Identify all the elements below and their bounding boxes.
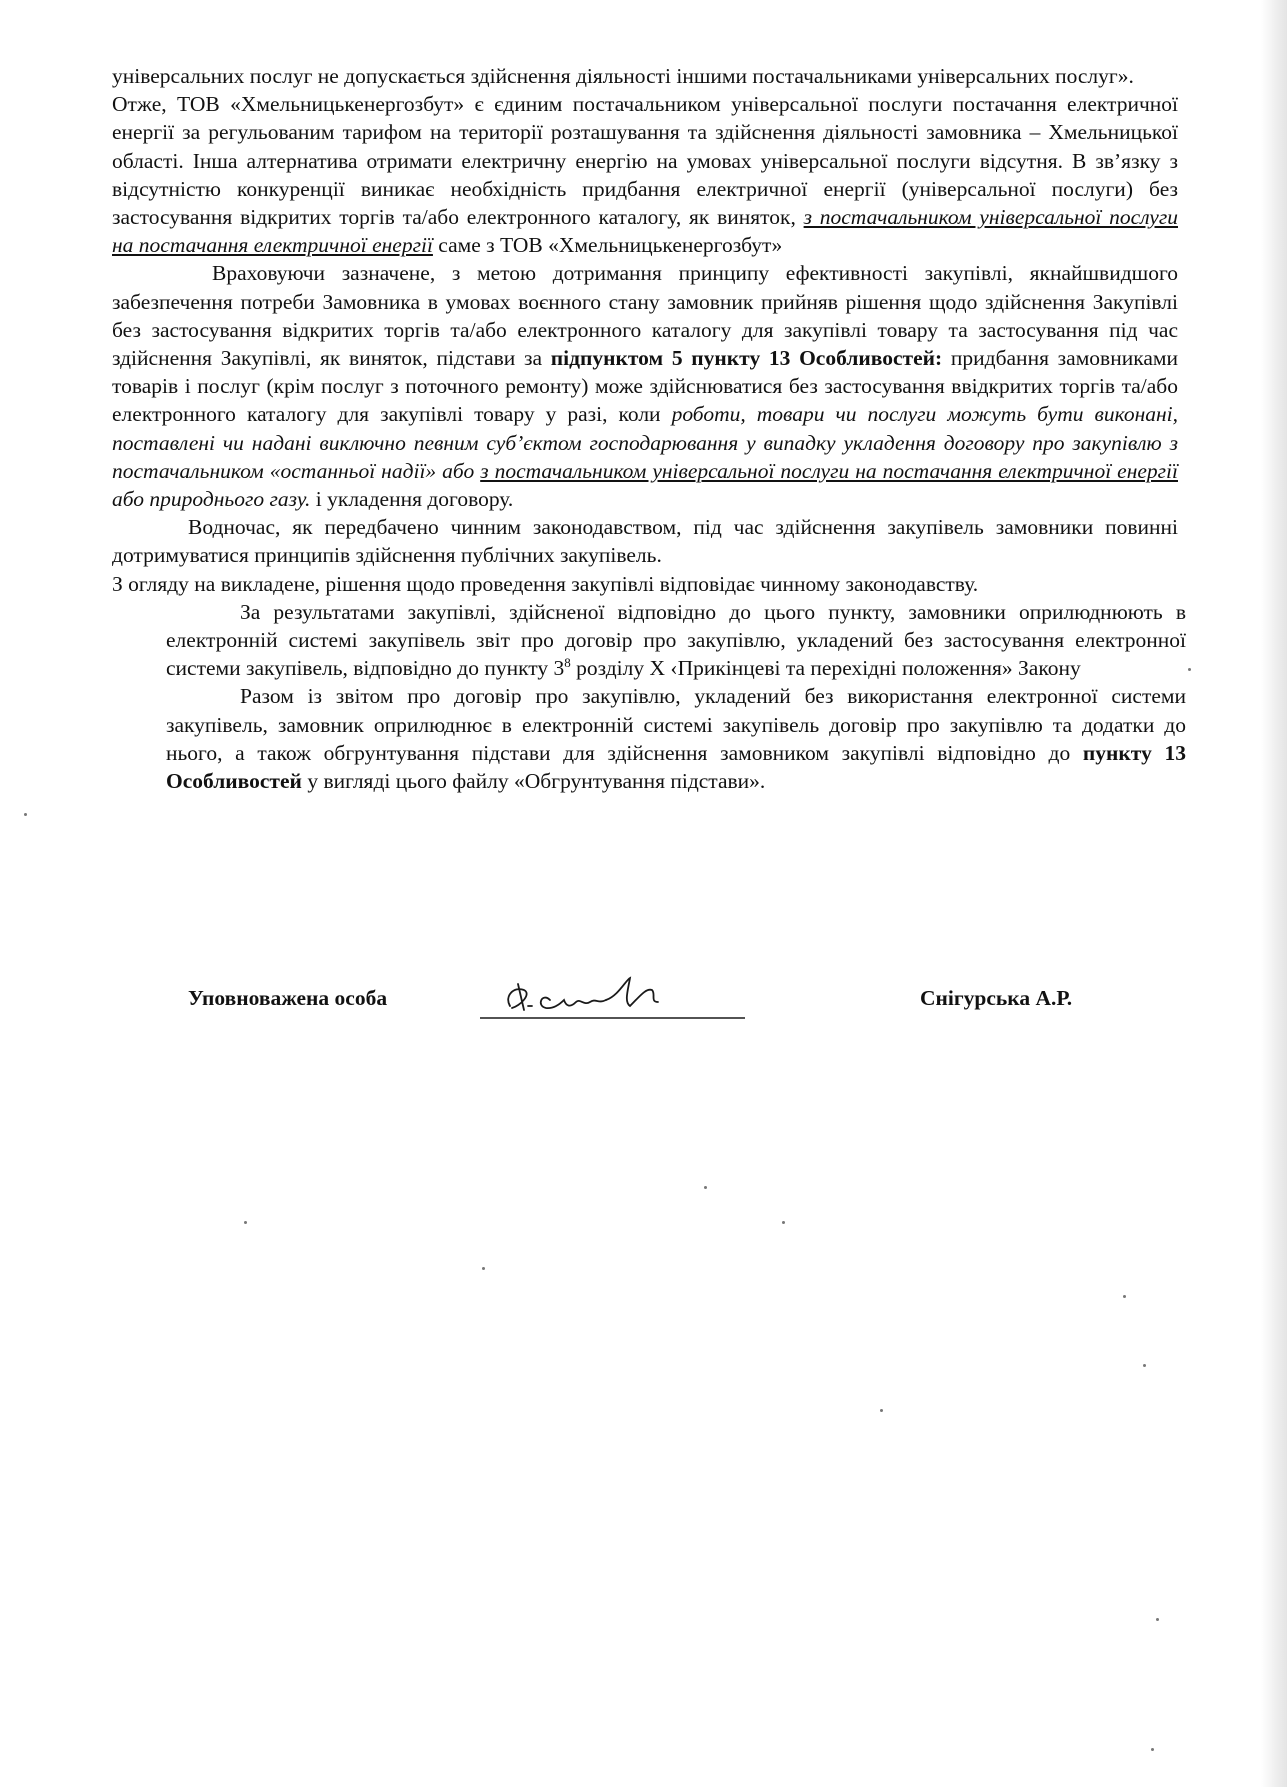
paragraph-text: придбання замовниками товарів і послуг (крім послуг з поточного ремонту) може здійснюватися без застосування ввідкритих торгів та/або електронного каталогу для закупівлі товару у разі, коли bbox=[112, 346, 1178, 427]
scan-speck bbox=[1151, 1748, 1154, 1751]
signatory-name: Снігурська А.Р. bbox=[920, 986, 1073, 1010]
paragraph-text: Разом із звітом про договір про закупівлю, укладений без використання електронної системи закупівель, замовник оприлюднює в електронній системі закупівель договір про закупівлю та додатки до нього, а також обгрунтування підстави для здійснення замовником закупівлі відповідно до bbox=[166, 684, 1186, 765]
italic-phrase: або природнього газу. bbox=[112, 487, 311, 512]
paragraph-text: Враховуючи зазначене, з метою дотримання принципу ефективності закупівлі, якнайшвидшого забезпечення потреби Замовника в умовах воєнного стану замовник прийняв рішення щодо здійснення Закупівлі без застосування відкритих торгів та/або електронного каталогу для закупівлі товару та застосування під час здійснення Закупівлі, як виняток, підстави за bbox=[112, 261, 1178, 371]
signature-block bbox=[0, 976, 1287, 1036]
paragraph-text: універсальних послуг не допускається здійснення діяльності іншими постачальниками універсальних послуг». bbox=[112, 64, 1134, 88]
underlined-italic-phrase: з постачальником універсальної послуги на постачання електричної енергії bbox=[112, 205, 1178, 258]
scan-speck bbox=[1143, 1364, 1146, 1367]
paragraph-conclusion bbox=[112, 570, 1178, 598]
paragraph-text: Отже, ТОВ «Хмельницькенергозбут» є єдиним постачальником універсальної послуги постачання електричної енергії за регульованим тарифом на території розташування та здійснення діяльності замовника – Хмельницької області. Інша алтернатива отримати електричну енергію на умовах універсальної послуги відсутня. В зв’язку з відсутністю конкуренції виникає необхідність придбання електричної енергії (універсальної послуги) без застосування відкритих торгів та/або електронного каталогу, як виняток, bbox=[112, 92, 1178, 230]
paragraph-text: За результатами закупівлі, здійсненої відповідно до цього пункту, замовники оприлюднюють в електронній системі закупівель звіт про договір про закупівлю, укладений без застосування електронної системи закупівель, відповідно до пункту 3 bbox=[166, 599, 1186, 681]
paragraph-legislation bbox=[112, 513, 1178, 569]
scan-speck bbox=[1123, 1295, 1126, 1298]
paragraph-text: саме з ТОВ «Хмельницькенергозбут» bbox=[432, 233, 783, 258]
scan-speck bbox=[24, 813, 27, 816]
scan-edge-shadow bbox=[1261, 0, 1287, 1787]
superscript: 8 bbox=[564, 655, 571, 671]
scan-speck bbox=[244, 1221, 247, 1224]
paragraph-text: Водночас, як передбачено чинним законодавством, під час здійснення закупівель замовники повинні дотримуватися принципів здійснення публічних закупівель. bbox=[112, 515, 1178, 568]
paragraph-text: і укладення договору. bbox=[310, 487, 514, 512]
paragraph-text: З огляду на викладене, рішення щодо проведення закупівлі відповідає чинному законодавству. bbox=[112, 571, 979, 596]
scan-speck bbox=[1156, 1618, 1159, 1621]
document-body bbox=[112, 62, 1186, 795]
paragraph-text: розділу X ‹Прикінцеві та перехідні положення» Закону bbox=[570, 656, 1081, 681]
scan-speck bbox=[704, 1186, 707, 1189]
bold-reference: підпунктом 5 пункту 13 Особливостей: bbox=[550, 346, 943, 371]
scan-speck bbox=[880, 1409, 883, 1412]
handwritten-signature bbox=[480, 976, 745, 1020]
scan-speck bbox=[482, 1267, 485, 1270]
underlined-italic-phrase: з постачальником універсальної послуги на постачання електричної енергії bbox=[480, 458, 1178, 483]
bold-reference: пункту 13 Особливостей bbox=[166, 740, 1186, 794]
paragraph-universal-services-end bbox=[112, 62, 1178, 90]
signatory-role: Уповноважена особа bbox=[188, 986, 388, 1010]
paragraph-text: у вигляді цього файлу «Обгрунтування підстави». bbox=[301, 769, 766, 794]
paragraph-sole-supplier bbox=[112, 90, 1178, 259]
italic-phrase: роботи, товари чи послуги можуть бути виконані, поставлені чи надані виключно певним суб’єктом господарювання у випадку укладення договору про закупівлю з постачальником «останньої надії» або bbox=[112, 402, 1178, 483]
scan-speck bbox=[1188, 668, 1191, 671]
paragraph-contract-publication bbox=[166, 682, 1186, 795]
paragraph-decision-basis bbox=[112, 259, 1178, 513]
scan-speck bbox=[782, 1221, 785, 1224]
paragraph-report-publication bbox=[166, 598, 1186, 683]
